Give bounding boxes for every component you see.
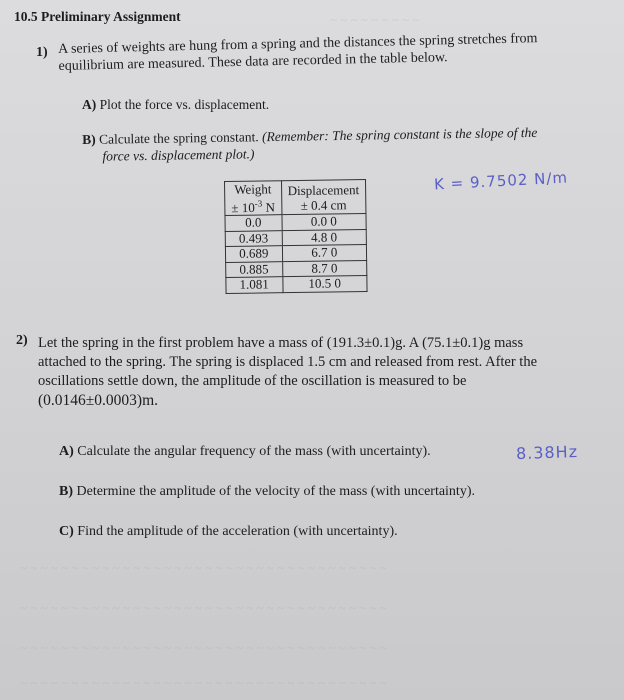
displacement-column-header: Displacement ± 0.4 cm xyxy=(281,180,366,216)
question-1b-text: Calculate the spring constant. xyxy=(98,129,259,147)
question-1b-note: (Remember: The spring constant is the slope of the xyxy=(261,124,538,145)
bleed-through-text: ~ ~ ~ ~ ~ ~ ~ ~ ~ ~ ~ ~ ~ ~ ~ ~ ~ ~ ~ ~ ~ ~ ~ ~ ~ ~ ~ ~ ~ ~ ~ ~ ~ ~ ~ ~ xyxy=(20,675,387,690)
bleed-through-text: ~ ~ ~ ~ ~ ~ ~ ~ ~ ~ ~ ~ ~ ~ ~ ~ ~ ~ ~ ~ ~ ~ ~ ~ ~ ~ ~ ~ ~ ~ ~ ~ ~ ~ ~ ~ xyxy=(20,600,387,615)
question-2a-label: A) xyxy=(59,444,74,459)
question-2-line: attached to the spring. The spring is displaced 1.5 cm and released from rest. After the xyxy=(38,354,538,370)
question-1b-note: force vs. displacement plot.) xyxy=(102,146,255,164)
weight-cell: 0.0 xyxy=(225,215,282,231)
question-2a-text: Calculate the angular frequency of the mass (with uncertainty). xyxy=(77,444,431,459)
question-1a xyxy=(82,97,269,113)
question-1-line: equilibrium are measured. These data are recorded in the table below. xyxy=(58,50,448,74)
question-2c xyxy=(59,524,398,540)
question-2b-label: B) xyxy=(59,484,73,499)
question-1-number: 1) xyxy=(36,45,48,60)
question-2c-text: Find the amplitude of the acceleration (with uncertainty). xyxy=(77,524,398,539)
question-1b-label: B) xyxy=(82,131,96,147)
question-1b xyxy=(82,124,538,165)
question-2-number: 2) xyxy=(16,333,28,348)
weight-cell: 1.081 xyxy=(226,277,283,293)
question-1-line: A series of weights are hung from a spring and the distances the spring stretches from xyxy=(58,31,538,57)
bleed-through-text: ~ ~ ~ ~ ~ ~ ~ ~ ~ ~ ~ ~ ~ ~ ~ ~ ~ ~ ~ ~ ~ ~ ~ ~ ~ ~ ~ ~ ~ ~ ~ ~ ~ ~ ~ ~ xyxy=(20,560,387,575)
question-2c-label: C) xyxy=(59,524,74,539)
question-2a xyxy=(59,444,431,460)
displacement-cell: 0.0 0 xyxy=(282,214,367,231)
weight-cell: 0.885 xyxy=(226,262,283,278)
displacement-cell: 10.5 0 xyxy=(282,276,367,293)
page-title: 10.5 Preliminary Assignment xyxy=(14,9,181,24)
weight-column-header: Weight ± $10^{-3}$ N xyxy=(225,181,282,216)
displacement-cell: 8.7 0 xyxy=(282,260,367,277)
weight-cell: 0.689 xyxy=(225,246,282,262)
handwritten-angular-frequency: 8.38Hz xyxy=(515,441,579,464)
question-2-line: Let the spring in the first problem have a mass of (191.3±0.1)g. A (75.1±0.1)g mass xyxy=(38,335,524,351)
question-2-text xyxy=(38,334,537,410)
handwritten-spring-constant: K = 9.7502 N/m xyxy=(433,168,569,194)
question-2b-text: Determine the amplitude of the velocity of the mass (with uncertainty). xyxy=(76,484,475,499)
table-header-row xyxy=(225,180,366,216)
displacement-cell: 4.8 0 xyxy=(282,229,367,246)
question-1a-text: Plot the force vs. displacement. xyxy=(99,97,270,112)
question-2-line: oscillations settle down, the amplitude of the oscillation is measured to be xyxy=(38,373,467,389)
question-2b xyxy=(59,484,475,500)
bleed-through-text: ~ ~ ~ ~ ~ ~ ~ ~ ~ xyxy=(330,12,420,27)
weight-displacement-table xyxy=(224,179,368,294)
question-1a-label: A) xyxy=(82,97,97,112)
question-2-line: (0.0146±0.0003)m. xyxy=(38,392,159,409)
table-row xyxy=(226,276,367,293)
question-1-text xyxy=(58,30,538,75)
bleed-through-text: ~ ~ ~ ~ ~ ~ ~ ~ ~ ~ ~ ~ ~ ~ ~ ~ ~ ~ ~ ~ ~ ~ ~ ~ ~ ~ ~ ~ ~ ~ ~ ~ ~ ~ ~ ~ xyxy=(20,640,387,655)
weight-cell: 0.493 xyxy=(225,231,282,247)
displacement-cell: 6.7 0 xyxy=(282,245,367,262)
